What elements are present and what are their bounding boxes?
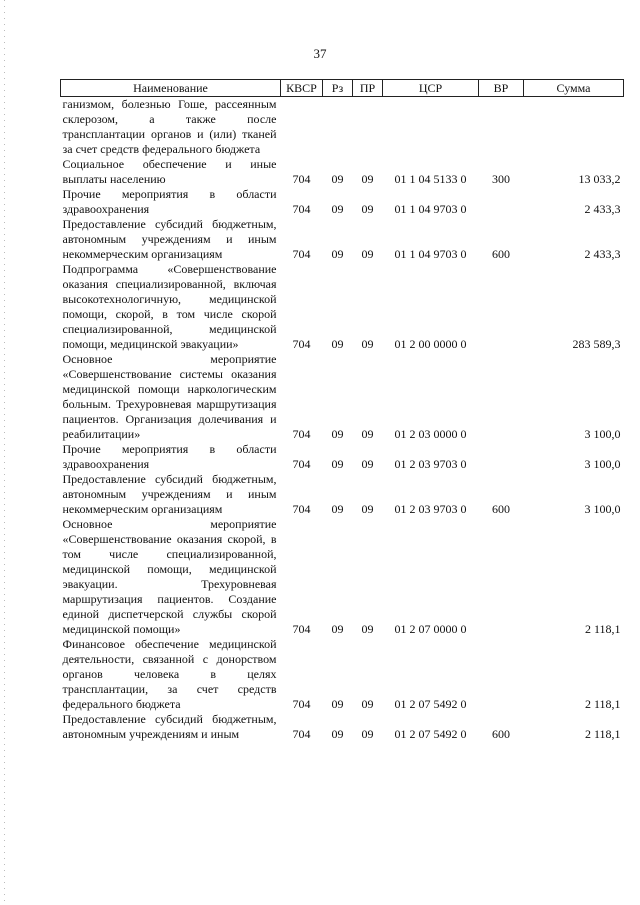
row-vr [479, 352, 524, 442]
row-kvsr: 704 [292, 247, 311, 261]
row-csr: 01 1 04 5133 0 [394, 172, 467, 186]
row-csr: 01 2 07 0000 0 [394, 622, 467, 636]
page-number: 37 [313, 46, 327, 61]
row-kvsr: 704 [292, 727, 311, 741]
table-row [61, 217, 624, 262]
row-rz: 09 [331, 502, 344, 516]
row-rz [323, 97, 353, 158]
row-name: Основное мероприятие «Совершенствование оказания скорой, в том числе специализированной, медицинской помощи, медицинской эвакуации. Трехуровневая маршрутизация пациентов. Создание единой диспетчерской службы скорой медицинской помощи» [62, 517, 277, 636]
header-pr: ПР [353, 80, 383, 97]
table-row [61, 97, 624, 158]
row-rz: 09 [331, 337, 344, 351]
row-rz: 09 [331, 202, 344, 216]
row-name: Подпрограмма «Совершенствование оказания специализированной, включая высокотехнологичную, медицинской помощи, скорой, в том числе скорой специализированной, медицинской помощи, медицинской эвакуации» [62, 262, 277, 351]
row-csr: 01 1 04 9703 0 [394, 202, 467, 216]
row-vr [479, 637, 524, 712]
row-csr: 01 2 03 9703 0 [394, 457, 467, 471]
row-pr: 09 [361, 247, 374, 261]
header-rz: Рз [323, 80, 353, 97]
row-pr: 09 [361, 622, 374, 636]
row-kvsr: 704 [292, 337, 311, 351]
row-sum: 3 100,0 [584, 427, 621, 441]
row-kvsr: 704 [292, 457, 311, 471]
row-vr [479, 187, 524, 217]
header-sum: Сумма [524, 80, 624, 97]
row-kvsr: 704 [292, 427, 311, 441]
row-pr: 09 [361, 502, 374, 516]
table-row [61, 637, 624, 712]
row-pr: 09 [361, 697, 374, 711]
row-vr: 600 [492, 502, 510, 516]
row-pr: 09 [361, 202, 374, 216]
row-name: Предоставление субсидий бюджетным, автономным учреждениям и иным некоммерческим организациям [62, 472, 277, 516]
row-pr [353, 97, 383, 158]
table-row [61, 157, 624, 187]
row-name: Прочие мероприятия в области здравоохранения [62, 442, 277, 471]
budget-table [60, 79, 624, 742]
row-pr: 09 [361, 457, 374, 471]
row-kvsr [281, 97, 323, 158]
row-sum: 13 033,2 [578, 172, 621, 186]
row-name: Прочие мероприятия в области здравоохранения [62, 187, 277, 216]
row-name: ганизмом, болезнью Гоше, рассеянным склерозом, а также после трансплантации органов и (или) тканей за счет средств федерального бюджета [62, 97, 277, 156]
row-rz: 09 [331, 697, 344, 711]
header-name: Наименование [61, 80, 281, 97]
row-csr: 01 2 07 5492 0 [394, 727, 467, 741]
table-row [61, 262, 624, 352]
row-kvsr: 704 [292, 502, 311, 516]
row-sum: 3 100,0 [584, 502, 621, 516]
row-csr [383, 97, 479, 158]
row-csr: 01 1 04 9703 0 [394, 247, 467, 261]
row-vr [479, 442, 524, 472]
row-vr: 600 [492, 727, 510, 741]
row-kvsr: 704 [292, 202, 311, 216]
row-name: Предоставление субсидий бюджетным, автономным учреждениям и иным [62, 712, 277, 741]
row-sum: 2 118,1 [584, 622, 621, 636]
row-rz: 09 [331, 727, 344, 741]
row-rz: 09 [331, 172, 344, 186]
row-csr: 01 2 03 0000 0 [394, 427, 467, 441]
row-vr: 300 [492, 172, 510, 186]
row-sum [524, 97, 624, 158]
table-row [61, 187, 624, 217]
header-vr: ВР [479, 80, 524, 97]
row-pr: 09 [361, 427, 374, 441]
row-sum: 2 433,3 [584, 202, 621, 216]
table-row [61, 517, 624, 637]
table-row [61, 472, 624, 517]
row-sum: 2 118,1 [584, 697, 621, 711]
row-vr [479, 262, 524, 352]
row-kvsr: 704 [292, 697, 311, 711]
header-csr: ЦСР [383, 80, 479, 97]
row-vr: 600 [492, 247, 510, 261]
header-kvsr: КВСР [281, 80, 323, 97]
row-sum: 3 100,0 [584, 457, 621, 471]
row-rz: 09 [331, 457, 344, 471]
row-csr: 01 2 00 0000 0 [394, 337, 467, 351]
row-name: Социальное обеспечение и иные выплаты населению [62, 157, 277, 186]
row-sum: 283 589,3 [572, 337, 621, 351]
row-pr: 09 [361, 172, 374, 186]
table-row [61, 352, 624, 442]
scan-edge-marks [4, 0, 5, 905]
row-name: Предоставление субсидий бюджетным, автономным учреждениям и иным некоммерческим организациям [62, 217, 277, 261]
row-csr: 01 2 03 9703 0 [394, 502, 467, 516]
row-name: Основное мероприятие «Совершенствование системы оказания медицинской помощи наркологическим больным. Трехуровневая маршрутизация пациентов. Организация долечивания и реабилитации» [62, 352, 277, 441]
row-sum: 2 433,3 [584, 247, 621, 261]
row-kvsr: 704 [292, 622, 311, 636]
row-vr [479, 97, 524, 158]
table-header-row [61, 80, 624, 97]
row-pr: 09 [361, 337, 374, 351]
row-csr: 01 2 07 5492 0 [394, 697, 467, 711]
table-row [61, 442, 624, 472]
row-sum: 2 118,1 [584, 727, 621, 741]
row-name: Финансовое обеспечение медицинской деятельности, связанной с донорством органов человека в целях трансплантации, за счет средств федерального бюджета [62, 637, 277, 711]
row-rz: 09 [331, 247, 344, 261]
row-vr [479, 517, 524, 637]
table-row [61, 712, 624, 742]
row-rz: 09 [331, 622, 344, 636]
row-rz: 09 [331, 427, 344, 441]
row-kvsr: 704 [292, 172, 311, 186]
row-pr: 09 [361, 727, 374, 741]
